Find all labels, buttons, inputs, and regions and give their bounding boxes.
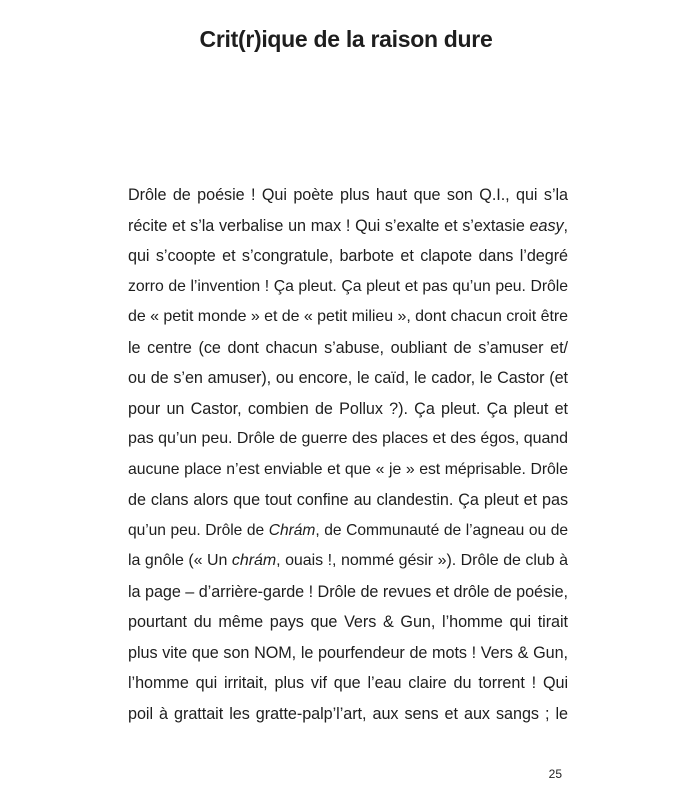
italic-text: Chrám <box>268 521 316 539</box>
text-segment: pour un Castor, combien de Pollux ?). Ça pleut. Ça pleut et <box>128 399 568 418</box>
text-segment: , de Communauté de l’agneau ou de <box>315 521 568 539</box>
text-line <box>128 333 568 364</box>
text-segment: ou de s’en amuser), ou encore, le caïd, le cador, le Castor (et <box>128 369 568 387</box>
text-line <box>128 699 568 730</box>
text-line <box>128 211 568 242</box>
text-segment: , ouais !, nommé gésir »). Drôle de club à <box>276 552 568 569</box>
text-line <box>128 638 568 669</box>
text-line <box>128 485 568 516</box>
text-segment: pourtant du même pays que Vers & Gun, l’homme qui tirait <box>128 613 568 631</box>
text-line <box>128 455 568 486</box>
text-segment: qu’un peu. Drôle de <box>128 521 269 539</box>
italic-text: chrám <box>231 552 277 569</box>
text-line <box>128 577 568 608</box>
text-line <box>128 668 568 699</box>
page-number: 25 <box>548 767 562 781</box>
text-segment: plus vite que son NOM, le pourfendeur de mots ! Vers & Gun, <box>128 643 568 662</box>
text-segment: l’homme qui irritait, plus vif que l’eau claire du torrent ! Qui <box>128 674 568 692</box>
text-segment: le centre (ce dont chacun s’abuse, oubliant de s’amuser et/ <box>128 338 568 357</box>
page-title: Crit(r)ique de la raison dure <box>199 26 493 52</box>
text-segment: Drôle de poésie ! Qui poète plus haut que son Q.I., qui s’la <box>128 186 568 204</box>
text-segment: récite et s’la verbalise un max ! Qui s’exalte et s’extasie <box>128 216 530 235</box>
text-segment: zorro de l’invention ! Ça pleut. Ça pleut et pas qu’un peu. Drôle <box>128 277 568 295</box>
text-line <box>128 241 568 272</box>
italic-text: easy <box>529 216 564 235</box>
text-line <box>128 607 568 638</box>
text-segment: de « petit monde » et de « petit milieu », dont chacun croit être <box>128 308 568 325</box>
text-line <box>128 272 568 303</box>
text-line <box>128 180 568 211</box>
text-segment: de clans alors que tout confine au clandestin. Ça pleut et pas <box>128 491 568 509</box>
text-line <box>128 424 568 455</box>
text-segment: la page – d’arrière-garde ! Drôle de revues et drôle de poésie, <box>128 582 568 601</box>
text-segment: , <box>563 216 568 235</box>
text-line <box>128 546 568 577</box>
text-segment: pas qu’un peu. Drôle de guerre des places et des égos, quand <box>128 430 568 447</box>
text-segment: la gnôle (« Un <box>128 552 232 569</box>
text-line <box>128 516 568 547</box>
text-segment: aucune place n’est enviable et que « je » est méprisable. Drôle <box>128 460 568 478</box>
text-segment: poil à grattait les gratte-palp’l’art, aux sens et aux sangs ; le <box>128 704 568 723</box>
text-line <box>128 302 568 333</box>
text-line <box>128 394 568 425</box>
body-paragraph <box>128 180 568 729</box>
text-line <box>128 363 568 394</box>
text-segment: qui s’coopte et s’congratule, barbote et clapote dans l’degré <box>128 247 568 265</box>
